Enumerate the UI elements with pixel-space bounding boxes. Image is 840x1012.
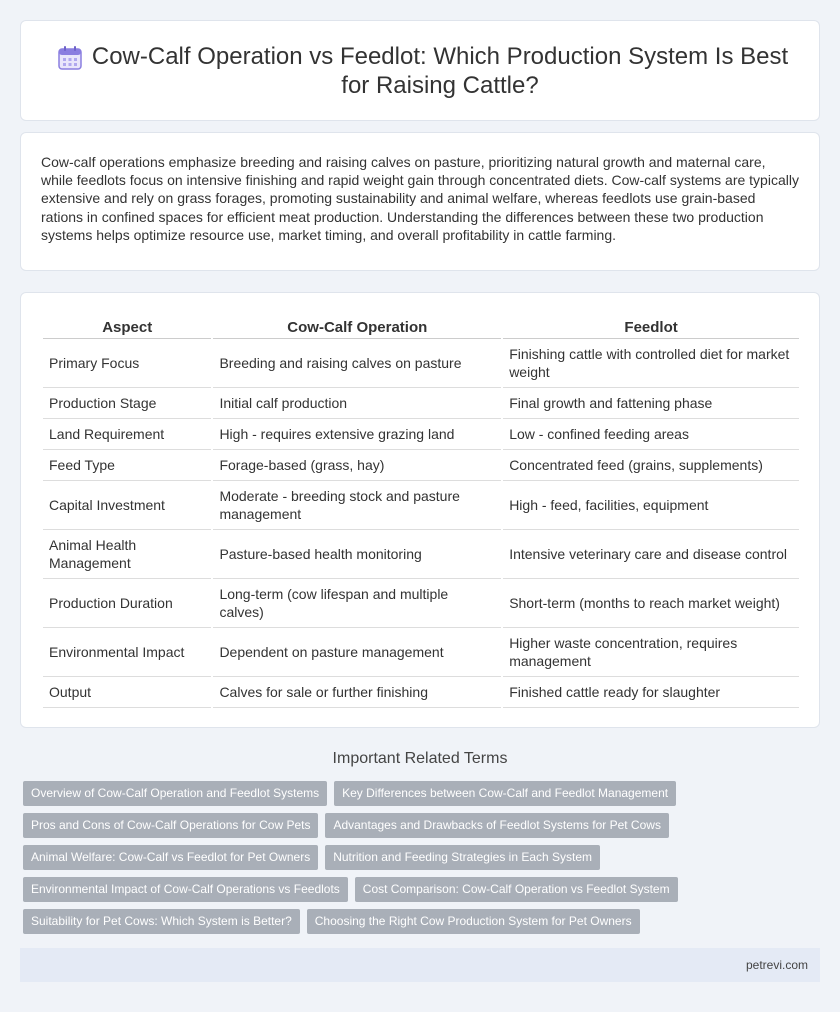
related-term-tag[interactable]: Cost Comparison: Cow-Calf Operation vs Feedlot System — [355, 877, 678, 902]
table-row — [43, 339, 799, 388]
comparison-table — [41, 313, 801, 708]
cow-calf-cell: Forage-based (grass, hay) — [213, 450, 501, 481]
aspect-cell: Animal Health Management — [43, 530, 211, 579]
related-term-tag[interactable]: Key Differences between Cow-Calf and Feedlot Management — [334, 781, 676, 806]
table-row — [43, 628, 799, 677]
header-aspect: Aspect — [43, 313, 211, 339]
cow-calf-cell: Long-term (cow lifespan and multiple calves) — [213, 579, 501, 628]
feedlot-cell: Low - confined feeding areas — [503, 419, 799, 450]
related-term-tag[interactable]: Suitability for Pet Cows: Which System is Better? — [23, 909, 300, 934]
table-row — [43, 388, 799, 419]
feedlot-cell: Higher waste concentration, requires management — [503, 628, 799, 677]
related-term-tag[interactable]: Nutrition and Feeding Strategies in Each System — [325, 845, 600, 870]
tag-row — [23, 845, 823, 877]
tag-row — [23, 877, 823, 909]
feedlot-cell: Concentrated feed (grains, supplements) — [503, 450, 799, 481]
related-term-tag[interactable]: Advantages and Drawbacks of Feedlot Systems for Pet Cows — [325, 813, 669, 838]
table-row — [43, 579, 799, 628]
feedlot-cell: Intensive veterinary care and disease control — [503, 530, 799, 579]
tag-row — [23, 781, 823, 813]
aspect-cell: Output — [43, 677, 211, 708]
cow-calf-cell: High - requires extensive grazing land — [213, 419, 501, 450]
cow-calf-cell: Breeding and raising calves on pasture — [213, 339, 501, 388]
footer-site-link[interactable]: petrevi.com — [745, 958, 808, 972]
related-terms-list — [23, 781, 823, 941]
cow-calf-cell: Pasture-based health monitoring — [213, 530, 501, 579]
related-term-tag[interactable]: Environmental Impact of Cow-Calf Operations vs Feedlots — [23, 877, 348, 902]
table-header-row — [43, 313, 799, 339]
related-term-tag[interactable]: Animal Welfare: Cow-Calf vs Feedlot for Pet Owners — [23, 845, 318, 870]
cow-calf-cell: Calves for sale or further finishing — [213, 677, 501, 708]
feedlot-cell: High - feed, facilities, equipment — [503, 481, 799, 530]
feedlot-cell: Finished cattle ready for slaughter — [503, 677, 799, 708]
related-term-tag[interactable]: Pros and Cons of Cow-Calf Operations for Cow Pets — [23, 813, 318, 838]
table-row — [43, 450, 799, 481]
aspect-cell: Primary Focus — [43, 339, 211, 388]
cow-calf-cell: Dependent on pasture management — [213, 628, 501, 677]
aspect-cell: Capital Investment — [43, 481, 211, 530]
feedlot-cell: Finishing cattle with controlled diet for market weight — [503, 339, 799, 388]
table-row — [43, 419, 799, 450]
table-row — [43, 530, 799, 579]
tag-row — [23, 909, 823, 941]
aspect-cell: Feed Type — [43, 450, 211, 481]
intro-paragraph: Cow-calf operations emphasize breeding and raising calves on pasture, prioritizing natural growth and maternal care, while feedlots focus on intensive finishing and rapid weight gain through concentrated diets. Cow-calf systems are typically extensive and rely on grass forages, promoting sustainability and animal welfare, whereas feedlots use grain-based rations in confined spaces for efficient meat production. Understanding the differences between these two production systems helps optimize resource use, market timing, and overall profitability in cattle farming. — [41, 154, 799, 243]
table-row — [43, 677, 799, 708]
comparison-table-card — [20, 292, 820, 728]
cow-calf-cell: Moderate - breeding stock and pasture management — [213, 481, 501, 530]
aspect-cell: Production Stage — [43, 388, 211, 419]
related-term-tag[interactable]: Overview of Cow-Calf Operation and Feedlot Systems — [23, 781, 327, 806]
page-title: Cow-Calf Operation vs Feedlot: Which Production System Is Best for Raising Cattle? — [91, 42, 789, 99]
header-cow-calf: Cow-Calf Operation — [213, 313, 501, 339]
intro-card — [20, 132, 820, 271]
table-row — [43, 481, 799, 530]
aspect-cell: Production Duration — [43, 579, 211, 628]
feedlot-cell: Short-term (months to reach market weight) — [503, 579, 799, 628]
aspect-cell: Land Requirement — [43, 419, 211, 450]
header-card — [20, 20, 820, 121]
footer — [20, 948, 820, 982]
cow-calf-cell: Initial calf production — [213, 388, 501, 419]
feedlot-cell: Final growth and fattening phase — [503, 388, 799, 419]
related-terms-title: Important Related Terms — [332, 750, 508, 767]
tag-row — [23, 813, 823, 845]
header-feedlot: Feedlot — [503, 313, 799, 339]
aspect-cell: Environmental Impact — [43, 628, 211, 677]
related-term-tag[interactable]: Choosing the Right Cow Production System for Pet Owners — [307, 909, 640, 934]
